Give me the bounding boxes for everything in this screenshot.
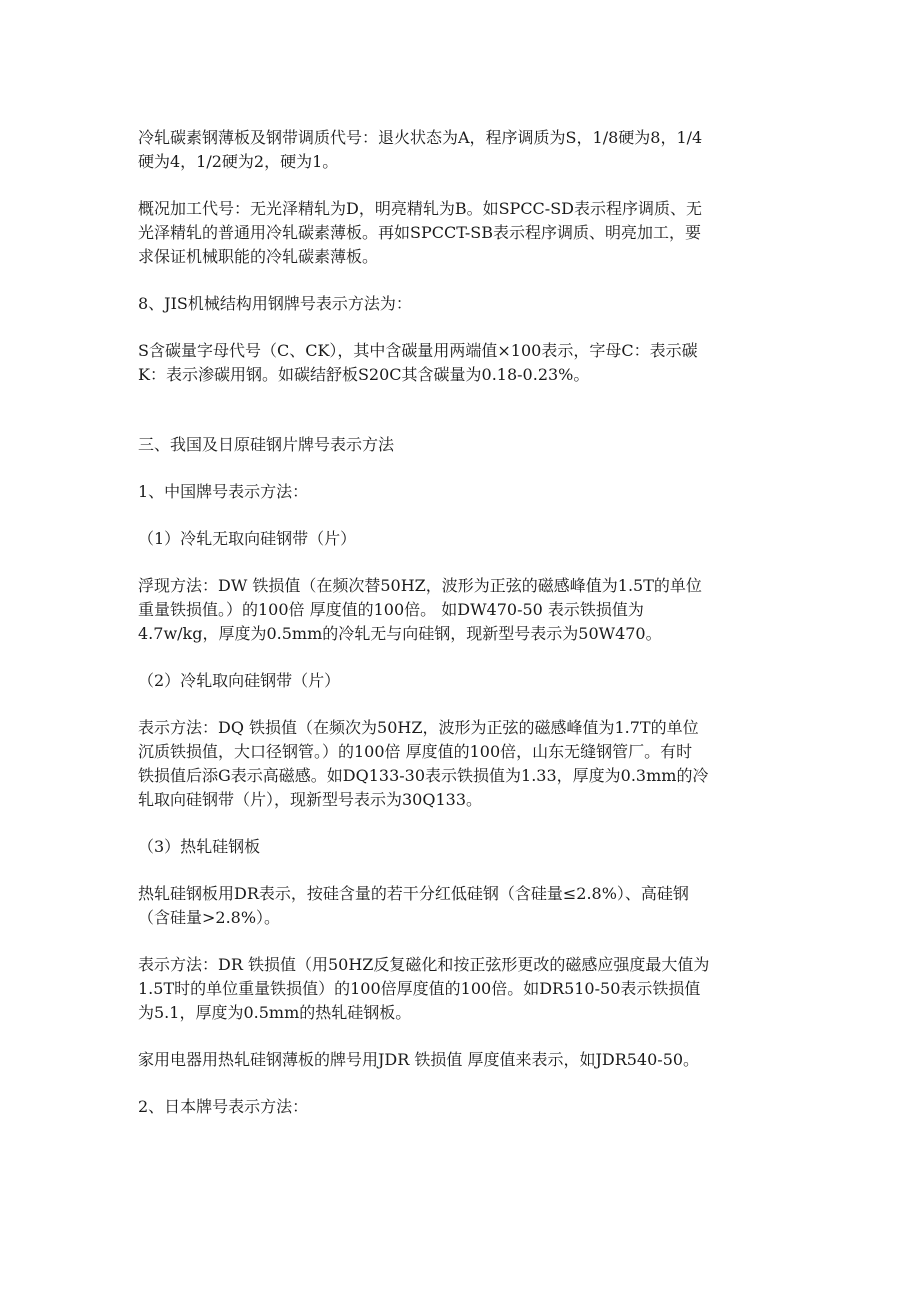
text-line: 求保证机械职能的冷轧碳素薄板。 [138, 247, 379, 266]
text-line: 概况加工代号：无光泽精轧为D，明亮精轧为B。如SPCC-SD表示程序调质、无 [138, 199, 702, 218]
text-line: （含硅量>2.8%）。 [138, 908, 281, 927]
paragraph-surface-code [138, 197, 786, 269]
paragraph-jis-heading [138, 292, 786, 316]
paragraph-dr-classification [138, 882, 786, 930]
text-line: 1.5T时的单位重量铁损值）的100倍厚度值的100倍。如DR510-50表示铁损值 [138, 979, 701, 998]
text-line: K：表示渗碳用钢。如碳结舒板S20C其含碳量为0.18-0.23%。 [138, 365, 590, 384]
text-line: （2）冷轧取向硅钢带（片） [138, 671, 341, 690]
text-line: 8、JIS机械结构用钢牌号表示方法为： [138, 294, 412, 313]
text-line: 家用电器用热轧硅钢薄板的牌号用JDR 铁损值 厚度值来表示，如JDR540-50。 [138, 1050, 700, 1069]
section-heading-silicon-steel [138, 433, 786, 457]
text-line: 为5.1，厚度为0.5mm的热轧硅钢板。 [138, 1003, 412, 1022]
text-line: S含碳量字母代号（C、CK），其中含碳量用两端值×100表示，字母C：表示碳 [138, 341, 698, 360]
text-line: 三、我国及日原硅钢片牌号表示方法 [138, 435, 395, 454]
text-line: 热轧硅钢板用DR表示，按硅含量的若干分红低硅钢（含硅量≤2.8%）、高硅钢 [138, 884, 689, 903]
item-heading-cold-rolled-oriented [138, 669, 786, 693]
text-line: 表示方法：DR 铁损值（用50HZ反复磁化和按正弦形更改的磁感应强度最大值为 [138, 955, 710, 974]
text-line: 轧取向硅钢带（片），现新型号表示为30Q133。 [138, 790, 483, 809]
item-heading-hot-rolled [138, 835, 786, 859]
paragraph-dw-method [138, 574, 786, 646]
paragraph-carbon-content [138, 339, 786, 387]
subheading-china-grades [138, 480, 786, 504]
text-line: （3）热轧硅钢板 [138, 837, 261, 856]
document-body [138, 126, 786, 1142]
paragraph-dq-method [138, 716, 786, 812]
text-line: 重量铁损值。）的100倍 厚度值的100倍。 如DW470-50 表示铁损值为 [138, 600, 644, 619]
text-line: （1）冷轧无取向硅钢带（片） [138, 529, 357, 548]
text-line: 4.7w/kg，厚度为0.5mm的冷轧无与向硅钢，现新型号表示为50W470。 [138, 624, 662, 643]
paragraph-tempering-code [138, 126, 786, 174]
text-line: 浮现方法：DW 铁损值（在频次替50HZ，波形为正弦的磁感峰值为1.5T的单位 [138, 576, 702, 595]
text-line: 表示方法：DQ 铁损值（在频次为50HZ，波形为正弦的磁感峰值为1.7T的单位 [138, 718, 699, 737]
text-line: 铁损值后添G表示高磁感。如DQ133-30表示铁损值为1.33，厚度为0.3mm的冷 [138, 766, 709, 785]
item-heading-cold-rolled-non-oriented [138, 527, 786, 551]
paragraph-dr-method [138, 953, 786, 1025]
text-line: 冷轧碳素钢薄板及钢带调质代号：退火状态为A，程序调质为S，1/8硬为8，1/4 [138, 128, 703, 147]
text-line: 硬为4，1/2硬为2，硬为1。 [138, 152, 339, 171]
text-line: 光泽精轧的普通用冷轧碳素薄板。再如SPCCT-SB表示程序调质、明亮加工，要 [138, 223, 701, 242]
subheading-japan-grades [138, 1095, 786, 1119]
text-line: 沉质铁损值，大口径钢管。）的100倍 厚度值的100倍，山东无缝钢管厂。有时 [138, 742, 693, 761]
text-line: 2、日本牌号表示方法： [138, 1097, 309, 1116]
text-line: 1、中国牌号表示方法： [138, 482, 309, 501]
paragraph-jdr-method [138, 1048, 786, 1072]
